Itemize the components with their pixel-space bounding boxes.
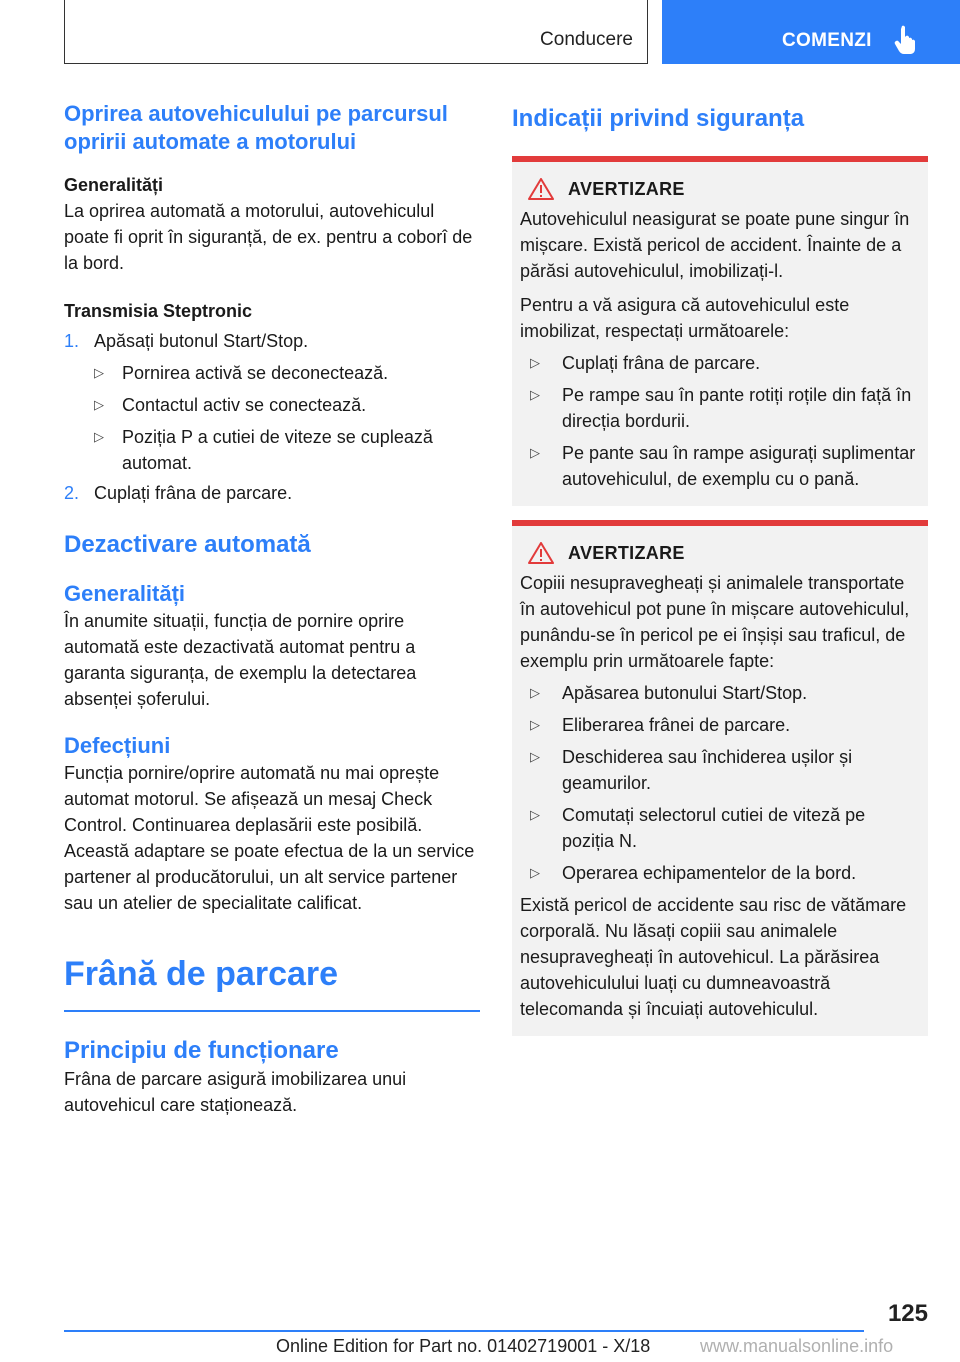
list-item bbox=[64, 360, 480, 386]
list-item bbox=[520, 860, 920, 886]
principle-heading: Principiu de funcționare bbox=[64, 1036, 339, 1064]
warning-triangle-icon bbox=[528, 178, 554, 200]
steptronic-heading: Transmisia Steptronic bbox=[64, 301, 253, 321]
bullet-text: Pornirea activă se deconectează. bbox=[122, 363, 389, 383]
header-tab-comenzi[interactable] bbox=[662, 0, 960, 64]
warning-header bbox=[520, 178, 920, 200]
triangle-bullet-icon: ▷ bbox=[530, 807, 540, 822]
warning-title: AVERTIZARE bbox=[568, 178, 685, 199]
step-text: Apăsați butonul Start/Stop. bbox=[94, 331, 309, 351]
step-number: 1. bbox=[64, 331, 80, 351]
header-section-box bbox=[64, 0, 648, 64]
warning-text: Pentru a vă asigura că autovehiculul este imobilizat, respectați următoarele: bbox=[520, 295, 850, 341]
list-item bbox=[64, 328, 480, 354]
bullet-text: Operarea echipamentelor de la bord. bbox=[562, 863, 857, 883]
bullet-text: Poziția P a cutiei de viteze se cuplează automat. bbox=[122, 427, 433, 473]
right-column bbox=[512, 100, 928, 1036]
defects-text: Funcția pornire/oprire automată nu mai oprește automat motorul. Se afișează un mesaj Check Control. Continuarea deplasării este posibilă. Această adaptare se poate efectua de la un service partener al producătorului, un alt service partener sau un atelier de specialitate calificat. bbox=[64, 763, 475, 913]
section-title-stop: Oprirea autovehiculului pe parcursul opririi automate a motorului bbox=[64, 101, 448, 154]
footer-edition: Online Edition for Part no. 01402719001 - X/18 bbox=[276, 1336, 651, 1356]
general-heading: Generalități bbox=[64, 175, 164, 195]
deactivation-title: Dezactivare automată bbox=[64, 531, 311, 558]
warning-header bbox=[520, 542, 920, 564]
triangle-bullet-icon: ▷ bbox=[94, 397, 104, 412]
list-item bbox=[64, 424, 480, 476]
left-column bbox=[64, 100, 480, 1118]
warning-text: Există pericol de accidente sau risc de vătămare corporală. Nu lăsați copiii sau animalele nesupravegheați în autovehicul. La părăsirea autovehiculului luați cu dumneavoastră telecomanda și încuiați autovehiculul. bbox=[520, 895, 907, 1019]
bullet-text: Deschiderea sau închiderea ușilor și geamurilor. bbox=[562, 747, 853, 793]
warning-triangle-icon bbox=[528, 542, 554, 564]
header-tab-label: COMENZI bbox=[782, 30, 872, 51]
list-item bbox=[520, 440, 920, 492]
bullet-text: Contactul activ se conectează. bbox=[122, 395, 367, 415]
triangle-bullet-icon: ▷ bbox=[94, 365, 104, 380]
warning-box bbox=[512, 520, 928, 1036]
list-item bbox=[520, 382, 920, 434]
principle-text: Frâna de parcare asigură imobilizarea unui autovehicul care staționează. bbox=[64, 1068, 407, 1115]
warning-box bbox=[512, 156, 928, 506]
safety-title: Indicații privind siguranța bbox=[512, 105, 805, 132]
warning-text: Autovehiculul neasigurat se poate pune singur în mișcare. Există pericol de accident. Înainte de a părăsi autovehiculul, imobilizați-l. bbox=[520, 209, 910, 281]
triangle-bullet-icon: ▷ bbox=[94, 429, 104, 444]
parking-brake-title: Frână de parcare bbox=[64, 955, 339, 993]
bullet-text: Apăsarea butonului Start/Stop. bbox=[562, 683, 808, 703]
bullet-text: Eliberarea frânei de parcare. bbox=[562, 715, 791, 735]
triangle-bullet-icon: ▷ bbox=[530, 355, 540, 370]
triangle-bullet-icon: ▷ bbox=[530, 445, 540, 460]
deactivation-general-text: În anumite situații, funcția de pornire oprire automată este dezactivată automat pentru a garanta siguranța, de exemplu la detectarea absenței șoferului. bbox=[64, 611, 417, 709]
triangle-bullet-icon: ▷ bbox=[530, 387, 540, 402]
list-item bbox=[520, 680, 920, 706]
hand-pointer-icon bbox=[894, 24, 920, 54]
warning-title: AVERTIZARE bbox=[568, 542, 685, 563]
list-item bbox=[520, 802, 920, 854]
triangle-bullet-icon: ▷ bbox=[530, 749, 540, 764]
triangle-bullet-icon: ▷ bbox=[530, 865, 540, 880]
steps-list bbox=[64, 328, 480, 506]
triangle-bullet-icon: ▷ bbox=[530, 717, 540, 732]
general-text: La oprirea automată a motorului, autovehiculul poate fi oprit în siguranță, de ex. pentru a coborî de la bord. bbox=[64, 201, 473, 273]
bullet-text: Comutați selectorul cutiei de viteză pe poziția N. bbox=[562, 805, 866, 851]
list-item bbox=[64, 392, 480, 418]
deactivation-general-heading: Generalități bbox=[64, 581, 186, 606]
title-divider bbox=[64, 1010, 480, 1012]
step-text: Cuplați frâna de parcare. bbox=[94, 483, 293, 503]
list-item bbox=[520, 744, 920, 796]
bullet-text: Pe pante sau în rampe asigurați suplimentar autovehiculul, de exemplu cu o pană. bbox=[562, 443, 916, 489]
defects-heading: Defecțiuni bbox=[64, 733, 171, 758]
triangle-bullet-icon: ▷ bbox=[530, 685, 540, 700]
page-number: 125 bbox=[887, 1300, 928, 1327]
list-item bbox=[520, 350, 920, 376]
list-item bbox=[520, 712, 920, 738]
bullet-text: Cuplați frâna de parcare. bbox=[562, 353, 761, 373]
list-item bbox=[64, 480, 480, 506]
footer-watermark: www.manualsonline.info bbox=[700, 1336, 894, 1356]
header-section-title: Conducere bbox=[540, 29, 633, 50]
step-number: 2. bbox=[64, 483, 80, 503]
bullet-text: Pe rampe sau în pante rotiți roțile din față în direcția bordurii. bbox=[562, 385, 912, 431]
footer-divider bbox=[64, 1330, 864, 1332]
warning-text: Copiii nesupravegheați și animalele transportate în autovehicul pot pune în mișcare autovehiculul, punându-se în pericol pe ei înșiși sau traficul, de exemplu prin următoarele fapte: bbox=[520, 573, 910, 671]
